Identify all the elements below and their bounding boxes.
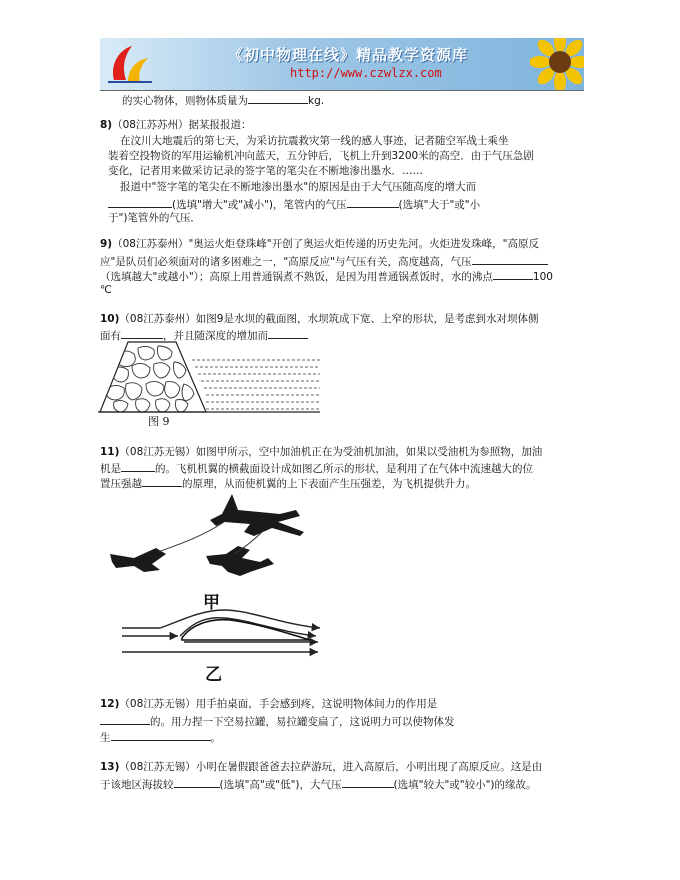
answer-blank — [121, 460, 155, 472]
figure-jia-label: 甲 — [203, 593, 220, 613]
answer-blank — [108, 196, 172, 208]
q12-line3-b: 。 — [210, 732, 221, 744]
q13-line2-a: 于该地区海拔较 — [100, 779, 174, 791]
answer-blank — [142, 475, 182, 487]
q8-number: 8) — [100, 119, 113, 131]
q8-line5-a: (选填"增大"或"减小")，笔管内的气压 — [172, 199, 347, 211]
q8-header — [100, 118, 251, 132]
q13-line1 — [100, 760, 542, 774]
q10-line1-text: （08江苏泰州）如图9是水坝的截面图，水坝筑成下宽、上窄的形状，是考虑到水对坝体侧 — [119, 313, 539, 325]
q9-line3-b: 100 — [532, 271, 553, 283]
q11-line2-a: 机是 — [100, 463, 121, 475]
q13-number: 13) — [100, 761, 120, 773]
answer-blank — [342, 776, 394, 788]
q12-line3 — [100, 729, 221, 745]
q9-number: 9) — [100, 238, 113, 250]
q12-line1 — [100, 697, 437, 711]
q11-line1 — [100, 445, 542, 459]
q10-number: 10) — [100, 313, 120, 325]
site-logo-icon — [104, 42, 156, 86]
q13-line1-text: （08江苏无锡）小明在暑假跟爸爸去拉萨游玩，进入高原后，小明出现了高原反应。这是由 — [119, 761, 543, 773]
answer-blank — [347, 196, 399, 208]
q8-line5-b: (选填"大于"或"小 — [398, 199, 481, 211]
q8-line3: 变化，记者用来做采访记录的签字笔的笔尖在不断地渗出墨水．…… — [108, 165, 423, 177]
answer-blank — [268, 327, 308, 339]
prev-text-b: kg. — [308, 95, 325, 107]
prev-question-tail — [122, 92, 324, 108]
q8-source: （08江苏苏州）据某报报道： — [112, 119, 252, 131]
answer-blank — [111, 729, 211, 741]
banner-title: 《初中物理在线》精品教学资源库 — [228, 46, 469, 64]
q9-line3 — [100, 268, 553, 284]
banner-divider — [100, 90, 584, 91]
answer-blank — [100, 713, 150, 725]
q12-line2 — [100, 713, 455, 729]
q8-line4: 报道中"签字笔的笔尖在不断地渗出墨水"的原因是由于大气压随高度的增大而 — [120, 181, 477, 193]
figure-9-caption: 图 9 — [148, 415, 170, 428]
answer-blank — [174, 776, 220, 788]
q13-line2 — [100, 776, 537, 792]
site-banner — [100, 38, 584, 90]
q13-line2-c: (选填"较大"或"较小")的缘故。 — [393, 779, 537, 791]
q11-line2 — [100, 460, 533, 476]
q8-line1: 在汶川大地震后的第七天，为采访抗震救灾第一线的感人事迹，记者随空军战士乘坐 — [120, 135, 509, 147]
q11-line3-b: 的原理，从而使机翼的上下表面产生压强差，为飞机提供升力。 — [182, 478, 476, 490]
q9-line2 — [100, 253, 548, 269]
q11-line3 — [100, 475, 476, 491]
q10-line2-a: 面有 — [100, 330, 121, 342]
q8-line2: 装着空投物资的军用运输机冲向蓝天，五分钟后，飞机上升到3200米的高空．由于气压急剧 — [108, 150, 534, 162]
answer-blank — [121, 327, 163, 339]
q12-number: 12) — [100, 698, 120, 710]
q8-line6: 于")笔管外的气压． — [108, 212, 201, 224]
dam-cross-section-figure — [98, 340, 322, 414]
q12-line3-a: 生 — [100, 732, 111, 744]
q10-line2-b: ，并且随深度的增加而 — [163, 330, 268, 342]
prev-text-a: 的实心物体，则物体质量为 — [122, 95, 248, 107]
answer-blank — [493, 268, 533, 280]
q9-line3-text: （选填越大"或越小"）；高原上用普通锅煮不熟饭，是因为用普通锅煮饭时，水的沸点 — [100, 271, 493, 283]
answer-blank — [472, 253, 548, 265]
aerial-refueling-photo — [104, 492, 334, 584]
q10-line1 — [100, 312, 538, 326]
q11-line3-a: 置压强越 — [100, 478, 142, 490]
figure-yi-label: 乙 — [205, 665, 222, 685]
q9-line1 — [100, 237, 539, 251]
q13-line2-b: (选填"高"或"低")，大气压 — [219, 779, 342, 791]
answer-blank — [248, 92, 308, 104]
q9-line1-text: （08江苏泰州）"奥运火炬登珠峰"开创了奥运火炬传递的历史先河。火炬进发珠峰，"高原反 — [112, 238, 539, 250]
banner-url: http://www.czwlzx.com — [290, 66, 442, 80]
q11-line1-text: （08江苏无锡）如图甲所示，空中加油机正在为受油机加油，如果以受油机为参照物，加油 — [119, 446, 543, 458]
q12-line1-text: （08江苏无锡）用手拍桌面，手会感到疼，这说明物体间力的作用是 — [119, 698, 438, 710]
q11-line2-b: 的。飞机机翼的横截面设计成如图乙所示的形状，是利用了在气体中流速越大的位 — [155, 463, 533, 475]
sunflower-icon — [530, 38, 584, 90]
q9-line4: ℃ — [100, 284, 112, 296]
wing-airflow-diagram — [120, 606, 326, 662]
q11-number: 11) — [100, 446, 120, 458]
q9-line2-text: 应"是队员们必须面对的诸多困难之一，"高原反应"与气压有关，高度越高，气压 — [100, 256, 472, 268]
q12-line2-text: 的。用力捏一下空易拉罐，易拉罐变扁了，这说明力可以使物体发 — [150, 716, 455, 728]
q8-line5 — [108, 196, 480, 212]
